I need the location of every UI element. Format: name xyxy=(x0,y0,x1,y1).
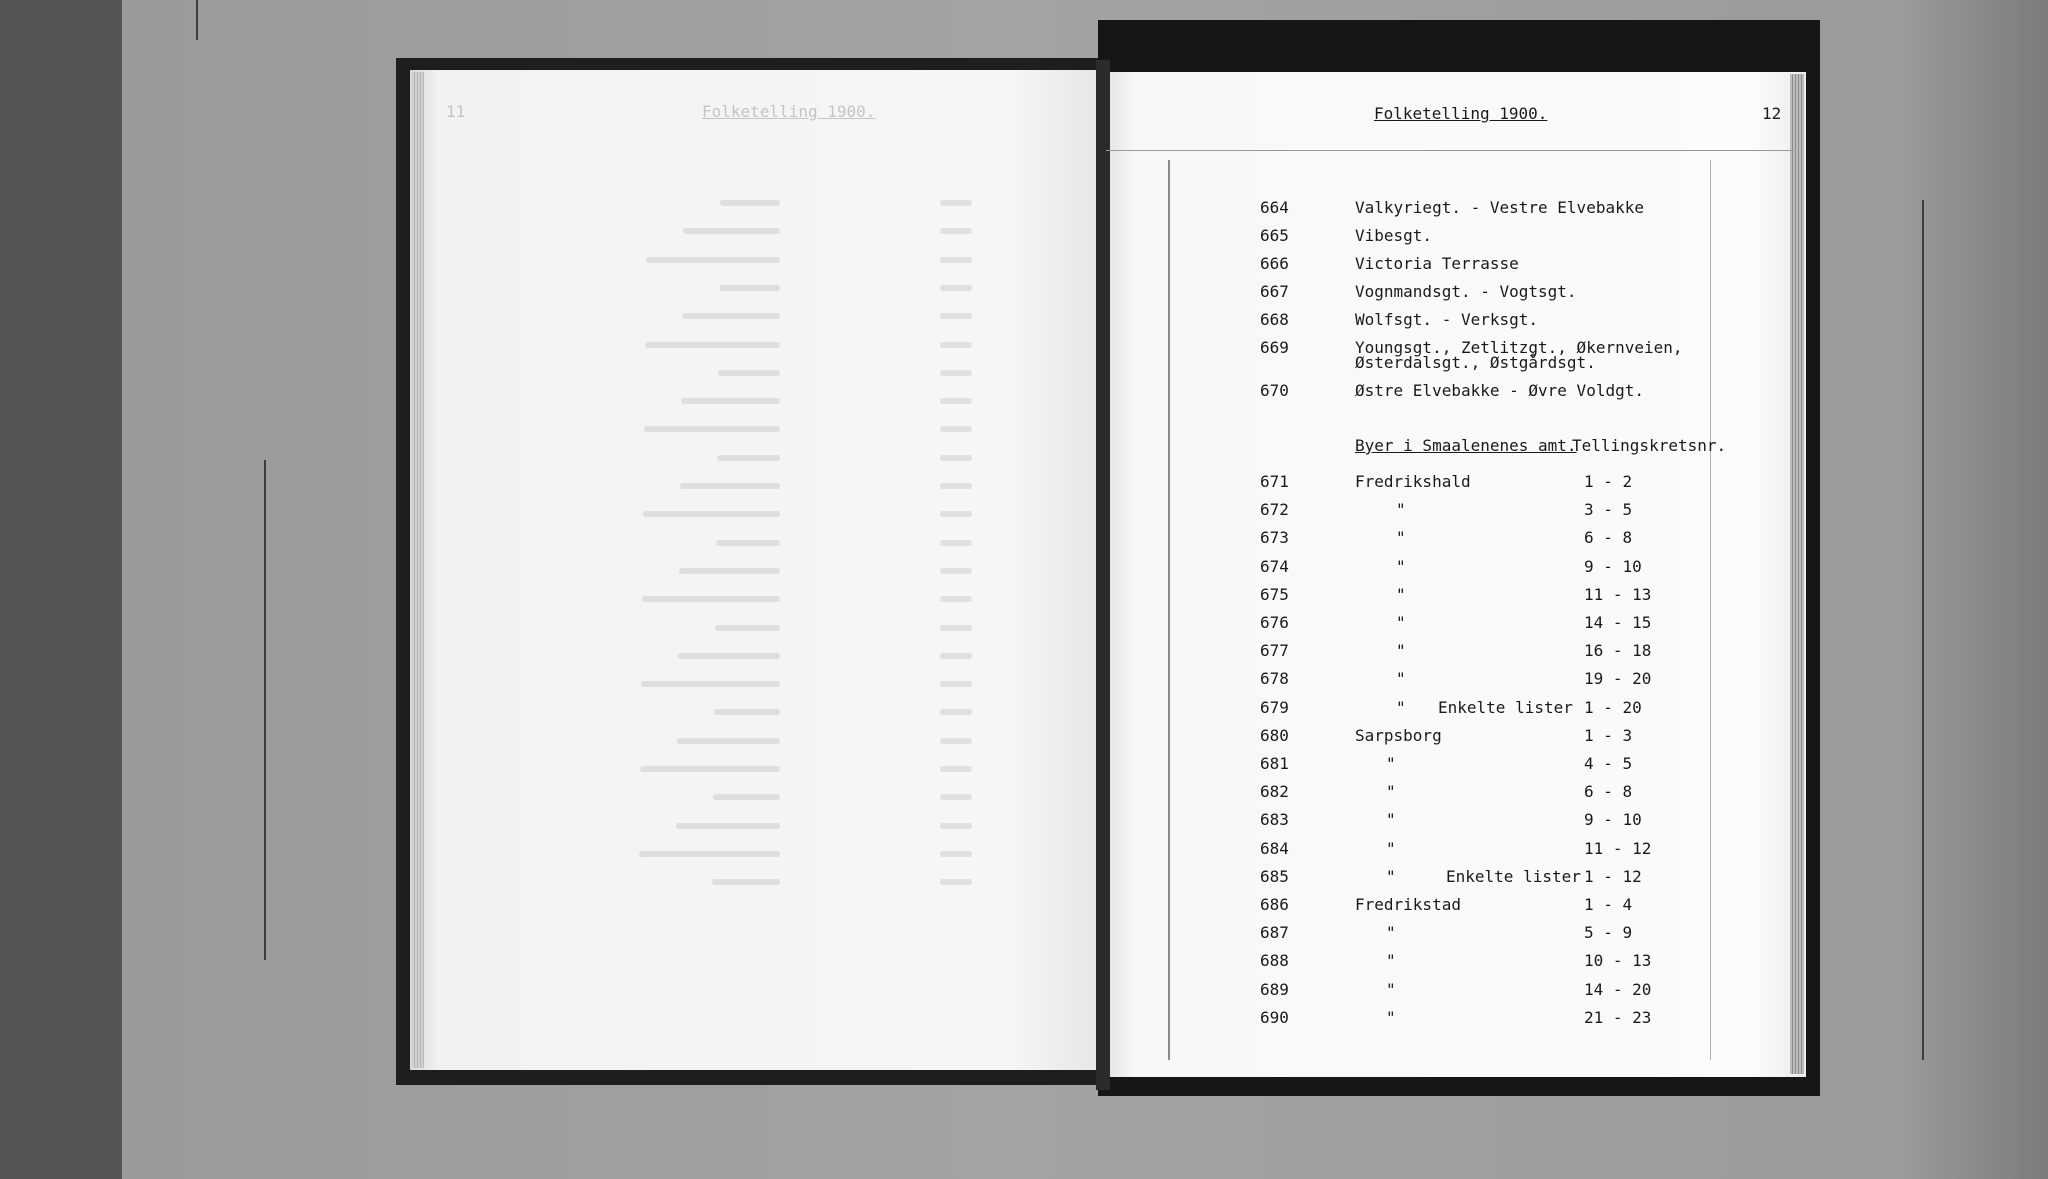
entry-street: Vognmandsgt. - Vogtsgt. xyxy=(1355,282,1577,301)
entry-number: 666 xyxy=(1260,254,1289,273)
entry-town: Sarpsborg xyxy=(1355,725,1442,745)
left-page-title: Folketelling 1900. xyxy=(702,102,876,121)
entry-number: 670 xyxy=(1260,381,1289,400)
bleedthrough-stroke xyxy=(940,823,972,829)
entry-range: 1 - 4 xyxy=(1584,895,1633,914)
entry-street: Vibesgt. xyxy=(1355,226,1433,245)
entry-town: " xyxy=(1396,500,1406,520)
entry-range: 6 - 8 xyxy=(1584,528,1633,548)
bleedthrough-stroke xyxy=(641,681,780,687)
bleedthrough-stroke xyxy=(712,879,780,885)
header-rule xyxy=(1106,150,1796,151)
entry-town: " xyxy=(1396,528,1406,548)
section-heading: Byer i Smaalenenes amt. xyxy=(1355,436,1577,455)
entry-town: " xyxy=(1386,782,1396,802)
margin-rule-left xyxy=(1168,160,1170,1060)
entry-town: " xyxy=(1396,697,1406,717)
bleedthrough-stroke xyxy=(645,342,780,348)
book-gutter xyxy=(1096,60,1110,1090)
bleedthrough-stroke xyxy=(940,568,972,574)
entry-number: 669 xyxy=(1260,338,1289,357)
mount-mark-right xyxy=(1922,200,1924,1060)
entry-number: 684 xyxy=(1260,838,1289,858)
bleedthrough-stroke xyxy=(717,455,780,461)
entry-number: 689 xyxy=(1260,979,1289,999)
bleedthrough-stroke xyxy=(940,596,972,602)
entry-number: 674 xyxy=(1260,556,1289,576)
entry-range: 21 - 23 xyxy=(1584,1007,1652,1027)
entry-range: 3 - 5 xyxy=(1584,500,1633,520)
entry-range: 5 - 9 xyxy=(1584,923,1633,943)
margin-rule-right xyxy=(1710,160,1711,1060)
entry-number: 679 xyxy=(1260,697,1289,717)
entry-town: " xyxy=(1386,979,1396,999)
entry-number: 667 xyxy=(1260,282,1289,301)
entry-range: 19 - 20 xyxy=(1584,669,1652,689)
bleedthrough-stroke xyxy=(940,879,972,885)
entry-number: 690 xyxy=(1260,1007,1289,1027)
entry-town: " xyxy=(1396,584,1406,604)
bleedthrough-stroke xyxy=(714,709,780,715)
bleedthrough-stroke xyxy=(719,285,780,291)
bleedthrough-stroke xyxy=(940,653,972,659)
bleedthrough-stroke xyxy=(940,766,972,772)
entry-range: 6 - 8 xyxy=(1584,782,1633,802)
bleedthrough-stroke xyxy=(940,681,972,687)
entry-number: 687 xyxy=(1260,923,1289,943)
entry-town: Fredrikstad xyxy=(1355,895,1461,914)
bleedthrough-stroke xyxy=(644,426,780,432)
entry-town: " xyxy=(1396,613,1406,632)
entry-street: Østre Elvebakke - Øvre Voldgt. xyxy=(1355,381,1644,400)
entry-range: 10 - 13 xyxy=(1584,951,1652,971)
entry-number: 682 xyxy=(1260,782,1289,802)
bleedthrough-stroke xyxy=(683,228,780,234)
bleedthrough-stroke xyxy=(715,625,780,631)
bleedthrough-stroke xyxy=(940,398,972,404)
left-page-number: 11 xyxy=(446,102,466,121)
bleedthrough-stroke xyxy=(718,370,780,376)
bleedthrough-stroke xyxy=(640,766,780,772)
entry-number: 675 xyxy=(1260,584,1289,604)
entry-number: 681 xyxy=(1260,754,1289,773)
page-edges-left xyxy=(412,72,424,1068)
bleedthrough-stroke xyxy=(678,653,780,659)
entry-town: Fredrikshald xyxy=(1355,472,1471,491)
bleedthrough-stroke xyxy=(679,568,780,574)
entry-number: 676 xyxy=(1260,613,1289,632)
bleedthrough-stroke xyxy=(676,823,780,829)
entry-street: Valkyriegt. - Vestre Elvebakke xyxy=(1355,198,1644,217)
page-number: 12 xyxy=(1762,104,1782,123)
page-edges-right xyxy=(1790,74,1804,1074)
entry-town: " xyxy=(1386,810,1396,830)
entry-street: Wolfsgt. - Verksgt. xyxy=(1355,310,1539,329)
bleedthrough-stroke xyxy=(940,540,972,546)
column-header: Tellingskretsnr. xyxy=(1572,436,1727,455)
entry-range: 16 - 18 xyxy=(1584,641,1652,661)
entry-street: Youngsgt., Zetlitzgt., Økernveien, xyxy=(1355,338,1683,357)
bleedthrough-stroke xyxy=(940,285,972,291)
bleedthrough-stroke xyxy=(646,257,780,263)
bleedthrough-stroke xyxy=(720,200,780,206)
entry-range: 1 - 2 xyxy=(1584,472,1633,491)
bleedthrough-stroke xyxy=(940,709,972,715)
bleedthrough-stroke xyxy=(681,398,780,404)
bleedthrough-stroke xyxy=(940,313,972,319)
entry-number: 672 xyxy=(1260,500,1289,520)
entry-town: " xyxy=(1396,641,1406,661)
entry-number: 673 xyxy=(1260,528,1289,548)
entry-town: " xyxy=(1386,1007,1396,1027)
entry-note: Enkelte lister xyxy=(1438,697,1573,717)
entry-town: " xyxy=(1396,556,1406,576)
bleedthrough-stroke xyxy=(940,483,972,489)
entry-town: " xyxy=(1386,923,1396,943)
entry-number: 677 xyxy=(1260,641,1289,661)
bleedthrough-stroke xyxy=(713,794,780,800)
entry-number: 680 xyxy=(1260,725,1289,745)
entry-town: " xyxy=(1396,669,1406,689)
right-page xyxy=(1106,72,1806,1077)
bleedthrough-stroke xyxy=(940,794,972,800)
bleedthrough-stroke xyxy=(940,851,972,857)
entry-range: 1 - 12 xyxy=(1584,866,1642,886)
entry-number: 678 xyxy=(1260,669,1289,689)
bleedthrough-stroke xyxy=(940,228,972,234)
bleedthrough-stroke xyxy=(940,625,972,631)
mount-mark-left xyxy=(264,460,266,960)
bleedthrough-stroke xyxy=(642,596,780,602)
entry-range: 14 - 20 xyxy=(1584,979,1652,999)
bleedthrough-stroke xyxy=(940,738,972,744)
bleedthrough-stroke xyxy=(682,313,780,319)
entry-street: Victoria Terrasse xyxy=(1355,254,1519,273)
film-edge xyxy=(0,0,122,1179)
entry-number: 665 xyxy=(1260,226,1289,245)
bleedthrough-stroke xyxy=(940,455,972,461)
entry-range: 11 - 12 xyxy=(1584,838,1652,858)
bleedthrough-stroke xyxy=(643,511,780,517)
bleedthrough-stroke xyxy=(940,511,972,517)
bleedthrough-stroke xyxy=(680,483,780,489)
entry-street-cont: Østerdalsgt., Østgårdsgt. xyxy=(1355,353,1596,372)
entry-town: " xyxy=(1386,754,1396,773)
bleedthrough-stroke xyxy=(940,257,972,263)
entry-range: 1 - 20 xyxy=(1584,697,1642,717)
bleedthrough-stroke xyxy=(639,851,780,857)
entry-note: Enkelte lister xyxy=(1446,866,1581,886)
entry-range: 11 - 13 xyxy=(1584,584,1652,604)
entry-range: 1 - 3 xyxy=(1584,725,1633,745)
bleedthrough-stroke xyxy=(940,200,972,206)
entry-number: 668 xyxy=(1260,310,1289,329)
bleedthrough-stroke xyxy=(940,426,972,432)
bleedthrough-stroke xyxy=(716,540,780,546)
mount-mark-top xyxy=(196,0,198,40)
entry-town: " xyxy=(1386,951,1396,971)
entry-range: 14 - 15 xyxy=(1584,613,1652,632)
entry-range: 9 - 10 xyxy=(1584,556,1642,576)
entry-number: 664 xyxy=(1260,198,1289,217)
bleedthrough-stroke xyxy=(677,738,780,744)
entry-town: " xyxy=(1386,838,1396,858)
entry-town: " xyxy=(1386,866,1396,886)
entry-number: 683 xyxy=(1260,810,1289,830)
bleedthrough-stroke xyxy=(940,342,972,348)
entry-number: 671 xyxy=(1260,472,1289,491)
page-title: Folketelling 1900. xyxy=(1374,104,1548,123)
bleedthrough-stroke xyxy=(940,370,972,376)
entry-number: 688 xyxy=(1260,951,1289,971)
entry-range: 9 - 10 xyxy=(1584,810,1642,830)
entry-number: 686 xyxy=(1260,895,1289,914)
entry-range: 4 - 5 xyxy=(1584,754,1633,773)
entry-number: 685 xyxy=(1260,866,1289,886)
